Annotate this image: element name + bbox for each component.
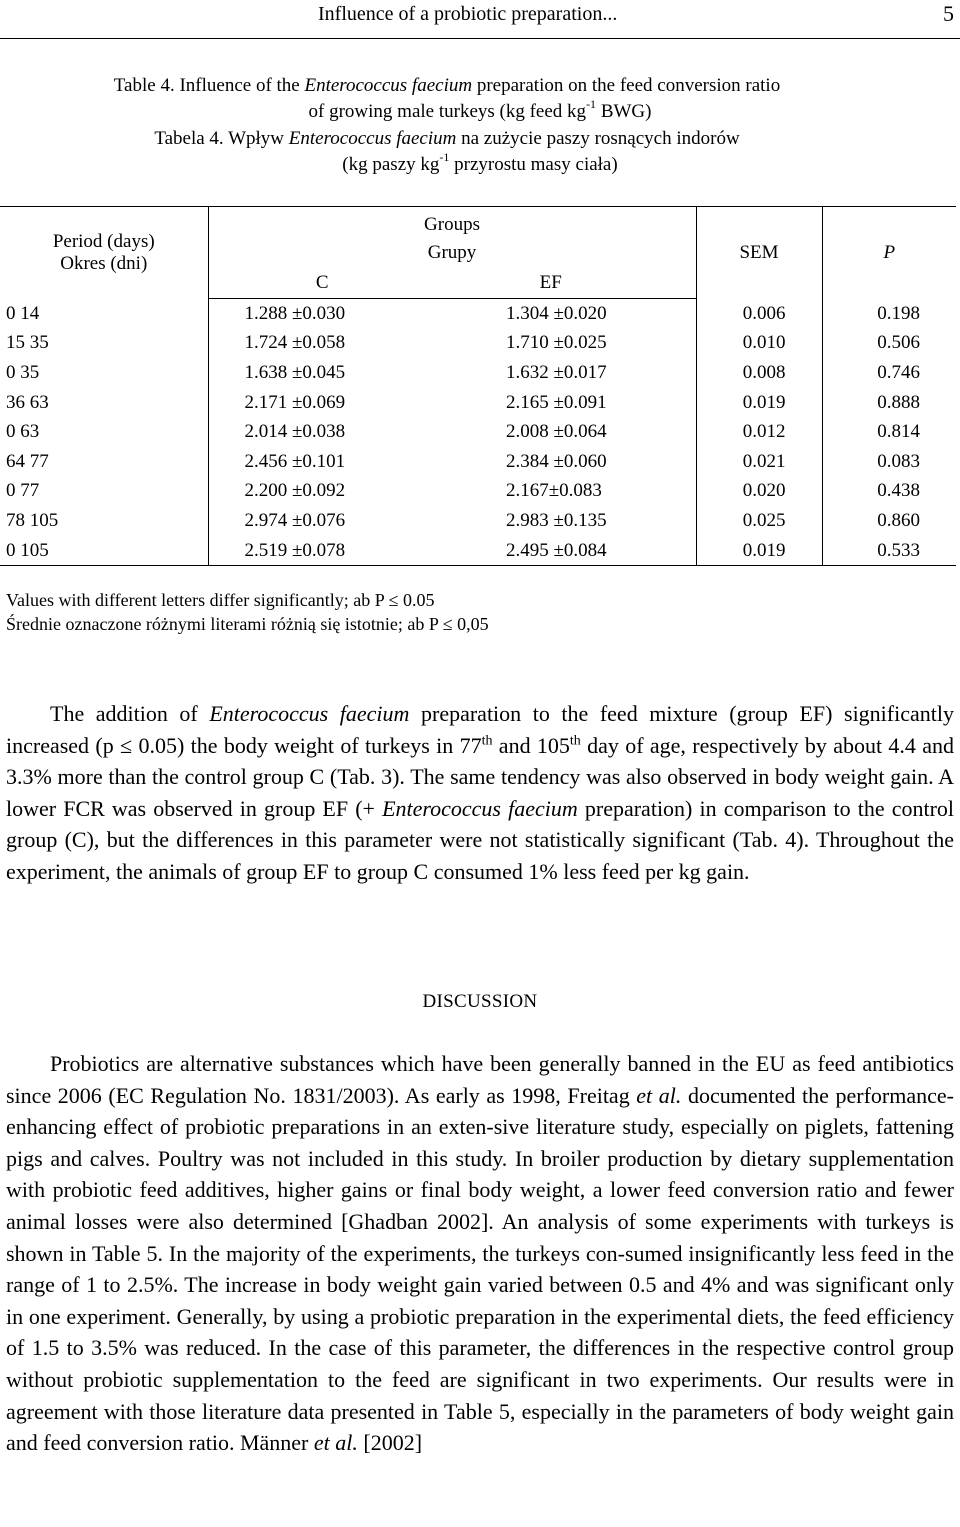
- cell-ef: 2.983 ±0.135: [470, 506, 696, 536]
- cell-ef: 2.495 ±0.084: [470, 536, 696, 566]
- cell-sem: 0.020: [696, 477, 822, 507]
- cell-c: 2.171 ±0.069: [244, 391, 346, 413]
- cell-sem: 0.025: [696, 506, 822, 536]
- cell-period: 0 63: [0, 417, 208, 447]
- table-row: [0, 358, 956, 388]
- cell-p: 0.888: [877, 391, 921, 413]
- cell-period: 78 105: [0, 506, 208, 536]
- cell-c: 2.200 ±0.092: [244, 480, 346, 502]
- header-group-ef: EF: [470, 268, 696, 299]
- table-row: [0, 329, 956, 359]
- cell-p: 0.198: [877, 302, 921, 324]
- cell-p: 0.860: [877, 509, 921, 531]
- cell-p: 0.533: [822, 536, 956, 566]
- cell-p: 0.506: [877, 332, 921, 354]
- cell-c: 2.974 ±0.076: [244, 509, 346, 531]
- results-paragraph: The addition of Enterococcus faecium preparation to the feed mixture (group EF) significantly increased (p ≤ 0.05) the body weight of turkeys in 77th and 105th day of age, respectively by about 4.4 and 3.3% more than the control group C (Tab. 3). The same tendency was also observed in body weight gain. A lower FCR was observed in group EF (+ Enterococcus faecium preparation) in comparison to the control group (C), but the differences in this parameter were not statistically significant (Tab. 4). Throughout the experiment, the animals of group EF to group C consumed 1% less feed per kg gain.: [6, 701, 955, 884]
- table-note-en: Values with different letters differ significantly; ab P ≤ 0.05: [6, 590, 435, 610]
- table-row: [0, 388, 956, 418]
- cell-ef: 1.304 ±0.020: [470, 299, 696, 329]
- table-row: [0, 299, 956, 329]
- cell-period: 64 77: [0, 447, 208, 477]
- table-row: [0, 417, 956, 447]
- table-note-pl: Średnie oznaczone różnymi literami różnią się istotnie; ab P ≤ 0,05: [6, 614, 489, 634]
- table-row: [0, 477, 956, 507]
- cell-period: 0 14: [0, 299, 208, 329]
- cell-sem: 0.019: [696, 388, 822, 418]
- cell-p: 0.438: [877, 480, 921, 502]
- cell-c: 2.519 ±0.078: [208, 536, 470, 566]
- table-caption-pl-line2: (kg paszy $kg^{-1}$ przyrostu masy ciała): [342, 149, 618, 175]
- cell-sem: 0.008: [696, 358, 822, 388]
- running-title: Influence of a probiotic preparation...: [318, 3, 618, 25]
- header-group-c: C: [208, 268, 470, 299]
- cell-c: 1.638 ±0.045: [244, 361, 346, 383]
- cell-sem: 0.010: [696, 329, 822, 359]
- table-row: [0, 506, 956, 536]
- cell-p: 0.083: [877, 450, 921, 472]
- running-header: [0, 0, 960, 39]
- cell-c: 2.456 ±0.101: [244, 450, 346, 472]
- header-p: P: [822, 207, 956, 299]
- cell-period: 15 35: [0, 329, 208, 359]
- cell-p: 0.746: [877, 361, 921, 383]
- header-groups-en: Groups: [208, 207, 696, 239]
- cell-ef: 2.167±0.083: [470, 477, 696, 507]
- cell-ef: 2.384 ±0.060: [470, 447, 696, 477]
- cell-sem: 0.019: [696, 536, 822, 566]
- header-sem: SEM: [696, 207, 822, 299]
- table-row: [0, 447, 956, 477]
- cell-ef: 1.710 ±0.025: [470, 329, 696, 359]
- cell-period: 36 63: [0, 388, 208, 418]
- cell-period: 0 77: [0, 477, 208, 507]
- cell-ef: 2.008 ±0.064: [470, 417, 696, 447]
- cell-ef: 1.632 ±0.017: [470, 358, 696, 388]
- table-caption-en-line1: Table 4. Influence of the Enterococcus faecium preparation on the feed conversion ratio: [113, 75, 781, 96]
- table-caption-pl-line1: Tabela 4. Wpływ Enterococcus faecium na zużycie paszy rosnących indorów: [154, 128, 740, 149]
- cell-ef: 2.165 ±0.091: [470, 388, 696, 418]
- cell-sem: 0.012: [696, 417, 822, 447]
- header-period: Period (days) Okres (dni): [0, 207, 208, 299]
- fcr-table: [0, 206, 956, 566]
- header-groups-pl: Grupy: [208, 238, 696, 268]
- cell-p: 0.814: [877, 421, 921, 443]
- discussion-paragraph: Probiotics are alternative substances which have been generally banned in the EU as feed antibiotics since 2006 (EC Regulation No. 1831/2003). As early as 1998, Freitag et al. documented the performance-enhancing effect of probiotic preparations in an exten-sive literature study, especially on piglets, fattening pigs and calves. Poultry was not included in this study. In broiler production by dietary supplementation with probiotic feed additives, higher gains or final body weight, a lower feed conversion ratio and fewer animal losses were also determined [Ghadban 2002]. An analysis of some experiments with turkeys is shown in Table 5. In the majority of the experiments, the turkeys con-sumed insignificantly less feed in the range of 1 to 2.5%. The increase in body weight gain varied between 0.5 and 4% and was significant only in one experiment. Generally, by using a probiotic preparation in the experimental diets, the feed efficiency of 1.5 to 3.5% was reduced. In the case of this parameter, the differences in the respective control group without probiotic supplementation to the feed are significant in two experiments. Our results were in agreement with those literature data presented in Table 5, especially in the parameters of body weight gain and feed conversion ratio. Männer et al. [2002]: [6, 1051, 954, 1456]
- cell-sem: 0.021: [696, 447, 822, 477]
- page-number: 5: [943, 1, 954, 26]
- cell-period: 0 35: [0, 358, 208, 388]
- table-caption-en-line2: of growing male turkeys (kg feed $kg^{-1}$ BWG): [308, 96, 652, 122]
- table-row: [0, 536, 956, 566]
- cell-c: 1.288 ±0.030: [244, 302, 346, 324]
- cell-c: 1.724 ±0.058: [244, 332, 346, 354]
- discussion-heading: DISCUSSION: [422, 991, 538, 1012]
- cell-c: 2.014 ±0.038: [244, 421, 346, 443]
- cell-period: 0 105: [0, 536, 208, 566]
- cell-sem: 0.006: [696, 299, 822, 329]
- table-body: [0, 299, 956, 566]
